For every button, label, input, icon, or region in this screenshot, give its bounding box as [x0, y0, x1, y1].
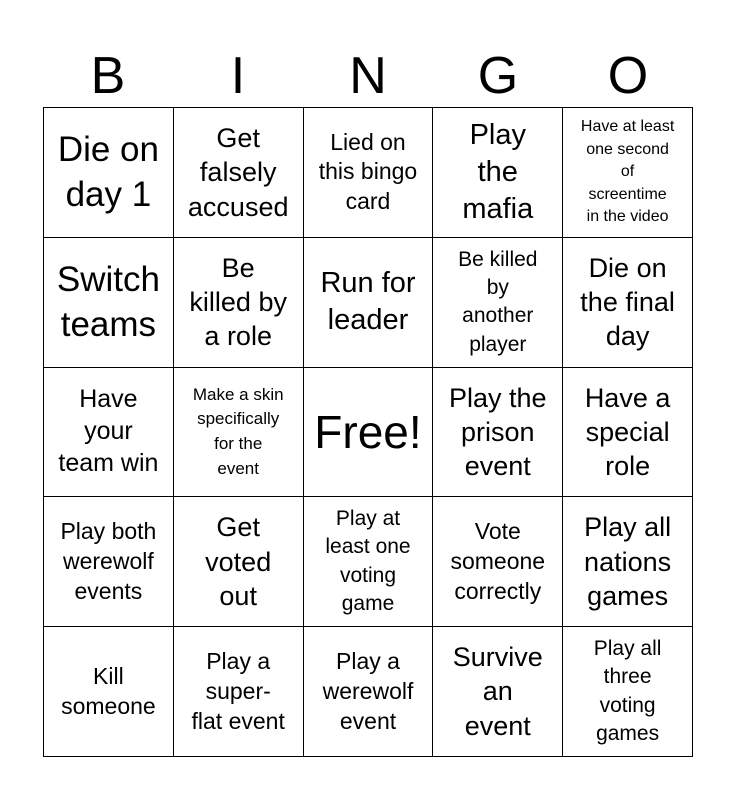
- bingo-cell-r2-c4[interactable]: [433, 238, 563, 368]
- bingo-cell-r2-c2[interactable]: [174, 238, 304, 368]
- bingo-cell-r5-c2[interactable]: [174, 627, 304, 757]
- bingo-cell-r1-c3[interactable]: [304, 108, 434, 238]
- bingo-cell-text: Vote someone correctly: [450, 517, 546, 604]
- bingo-cell-text: Be killed by another player: [458, 247, 538, 356]
- bingo-cell-r4-c3[interactable]: [304, 497, 434, 627]
- bingo-cell-text: Play both werewolf events: [60, 517, 157, 604]
- bingo-cell-text: Die on the final day: [580, 252, 675, 352]
- bingo-cell-r5-c1[interactable]: [44, 627, 174, 757]
- bingo-cell-text: Run for leader: [320, 267, 416, 337]
- bingo-cell-r1-c4[interactable]: [433, 108, 563, 238]
- bingo-cell-r3-c4[interactable]: [433, 368, 563, 498]
- bingo-cell-r1-c2[interactable]: [174, 108, 304, 238]
- bingo-cell-text: Lied on this bingo card: [318, 128, 418, 215]
- bingo-cell-r2-c3[interactable]: [304, 238, 434, 368]
- bingo-cell-r4-c5[interactable]: [563, 497, 693, 627]
- bingo-cell-r4-c1[interactable]: [44, 497, 174, 627]
- bingo-cell-text: Have a special role: [584, 382, 671, 482]
- bingo-cell-text: Kill someone: [61, 662, 156, 719]
- bingo-cell-text: Have at least one second of screentime in the video: [580, 118, 675, 225]
- bingo-cell-text: Survive an event: [452, 642, 543, 741]
- bingo-cell-text: Have your team win: [58, 385, 159, 477]
- bingo-cell-r3-c5[interactable]: [563, 368, 693, 498]
- bingo-cell-r4-c2[interactable]: [174, 497, 304, 627]
- bingo-cell-text: Play all nations games: [584, 512, 672, 611]
- bingo-cell-r3-c2[interactable]: [174, 368, 304, 498]
- bingo-cell-text: Play at least one voting game: [325, 507, 411, 616]
- bingo-cell-r2-c1[interactable]: [44, 238, 174, 368]
- bingo-cell-r2-c5[interactable]: [563, 238, 693, 368]
- bingo-cell-r5-c5[interactable]: [563, 627, 693, 757]
- bingo-cell-r4-c4[interactable]: [433, 497, 563, 627]
- header-letter-n: N: [349, 47, 387, 105]
- free-space-text: Free!: [314, 405, 422, 458]
- bingo-cell-free[interactable]: [304, 368, 434, 498]
- bingo-cell-text: Get voted out: [205, 512, 272, 611]
- bingo-cell-text: Play a super- flat event: [191, 647, 285, 734]
- bingo-cell-text: Die on day 1: [57, 129, 159, 215]
- bingo-card-grid: [43, 107, 693, 757]
- bingo-cell-text: Be killed by a role: [189, 252, 287, 352]
- bingo-cell-text: Get falsely accused: [187, 122, 289, 222]
- bingo-cell-r5-c4[interactable]: [433, 627, 563, 757]
- header-letter-o: O: [607, 47, 649, 105]
- header-letter-g: G: [477, 47, 519, 105]
- bingo-cell-text: Play the mafia: [462, 118, 534, 225]
- bingo-cell-r3-c1[interactable]: [44, 368, 174, 498]
- bingo-header: [43, 44, 693, 108]
- bingo-cell-text: Play all three voting games: [593, 636, 662, 745]
- bingo-cell-text: Switch teams: [56, 259, 160, 345]
- bingo-cell-text: Play the prison event: [449, 382, 547, 482]
- header-letter-i: I: [230, 47, 246, 105]
- bingo-cell-r1-c1[interactable]: [44, 108, 174, 238]
- bingo-cell-text: Play a werewolf event: [322, 647, 414, 734]
- bingo-cell-text: Make a skin specifically for the event: [192, 384, 284, 478]
- bingo-cell-r5-c3[interactable]: [304, 627, 434, 757]
- header-letter-b: B: [90, 47, 126, 105]
- bingo-cell-r1-c5[interactable]: [563, 108, 693, 238]
